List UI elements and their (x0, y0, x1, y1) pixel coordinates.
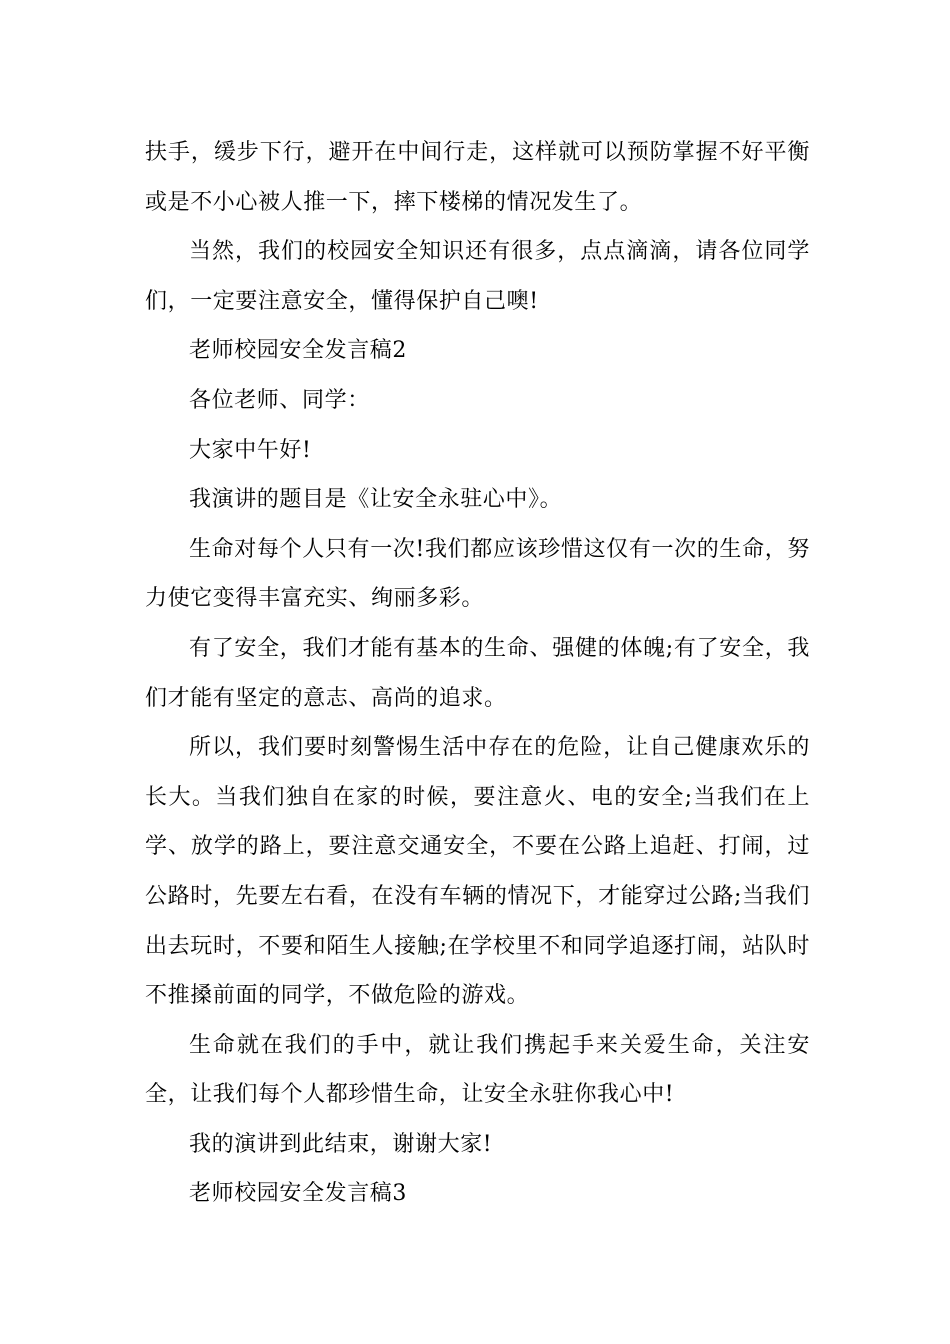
greeting: 大家中午好! (189, 437, 312, 463)
paragraph-safety-reminder: 当然，我们的校园安全知识还有很多，点点滴滴，请各位同学们，一定要注意安全，懂得保护自己噢! (145, 239, 810, 314)
document-body (145, 128, 810, 1219)
closing-remark: 我的演讲到此结束，谢谢大家! (189, 1131, 493, 1157)
speech-title-3: 老师校园安全发言稿3 (189, 1181, 407, 1207)
paragraph-join-hands: 生命就在我们的手中，就让我们携起手来关爱生命，关注安全，让我们每个人都珍惜生命，让安全永驻你我心中! (145, 1032, 810, 1108)
salutation: 各位老师、同学： (189, 387, 370, 413)
paragraph-life-once: 生命对每个人只有一次!我们都应该珍惜这仅有一次的生命，努力使它变得丰富充实、绚丽多彩。 (145, 536, 810, 612)
speech-title-2: 老师校园安全发言稿2 (189, 338, 407, 364)
paragraph-with-safety: 有了安全，我们才能有基本的生命、强健的体魄;有了安全，我们才能有坚定的意志、高尚的追求。 (145, 635, 810, 711)
paragraph-dangers: 所以，我们要时刻警惕生活中存在的危险，让自己健康欢乐的长大。当我们独自在家的时候，要注意火、电的安全;当我们在上学、放学的路上，要注意交通安全，不要在公路上追赶、打闹，过公路时，先要左右看，在没有车辆的情况下，才能穿过公路;当我们出去玩时，不要和陌生人接触;在学校里不和同学追逐打闹，站队时不推搡前面的同学，不做危险的游戏。 (145, 735, 810, 1009)
paragraph-continuation: 扶手，缓步下行，避开在中间行走，这样就可以预防掌握不好平衡或是不小心被人推一下，摔下楼梯的情况发生了。 (145, 140, 810, 215)
speech-topic: 我演讲的题目是《让安全永驻心中》。 (189, 487, 563, 513)
